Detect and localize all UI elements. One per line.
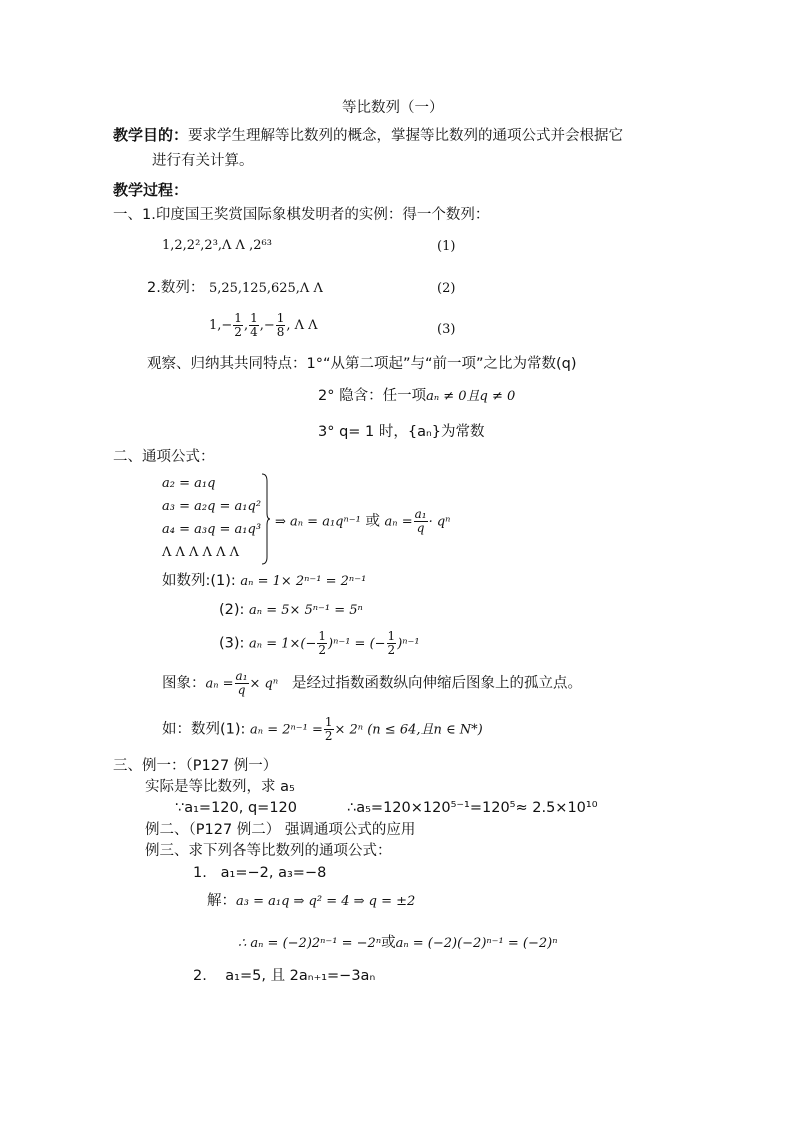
item-2 [193,968,375,985]
example-2 [219,602,363,619]
point-3: 3° q= 1 时，{aₙ}为常数 [318,424,485,440]
sequence-2: 5,25,125,625,Λ Λ [208,281,323,296]
example-3-label: (3): [219,635,245,652]
point-2-math: aₙ ≠ 0且q ≠ 0 [426,389,516,404]
sequence-1-number: (1) [437,239,456,254]
solution-line-2 [238,935,557,952]
solution-label: 解： [207,893,236,909]
solution-or-word: 或 [381,935,396,951]
right-brace-icon [262,473,270,565]
example-2-formula: aₙ = 5× 5ⁿ⁻¹ = 5ⁿ [249,603,363,618]
like-fraction: $\frac{1}{2}$ [324,715,333,744]
goal-text-2: 进行有关计算。 [152,153,254,169]
example-3: (3): aₙ = 1×(− $\frac{1}{2}$ )ⁿ⁻¹ = (− $\frac{1}{2}$ )ⁿ⁻¹ [219,629,420,658]
example-one-line: 实际是等比数列，求 a₅ [145,779,295,795]
example-two: 例二、（P127 例二） 强调通项公式的应用 [145,822,416,838]
example-one-given: ∵a₁=120, q=120 [175,800,297,816]
item-1-number: 1. [193,865,207,881]
example-3-fraction-a: $\frac{1}{2}$ [318,629,326,658]
solution-formula-1: a₃ = a₁q ⇒ q² = 4 ⇒ q = ±2 [236,894,416,909]
item-1 [193,865,326,882]
graph-label: 图象： [162,675,206,692]
alt-formula-rhs: · qⁿ [428,514,451,530]
goal-text-1: 要求学生理解等比数列的概念，掌握等比数列的通项公式并会根据它 [188,128,624,144]
implies-formula: ⇒ aₙ = a₁qⁿ⁻¹ [275,514,361,530]
fraction-one-eighth: $\frac{1}{8}$ [276,311,285,340]
sequence-2-number: (2) [437,281,456,296]
alt-formula-lhs: aₙ = [384,514,413,530]
formula-line-4: Λ Λ Λ Λ Λ Λ [162,545,239,560]
example-one-result: ∴a₅=120×120⁵⁻¹=120⁵≈ 2.5×10¹⁰ [347,800,598,816]
like-label: 如：数列(1): [162,721,246,738]
item-1-given: a₁=−2, a₃=−8 [220,865,327,881]
sequence-3: 1,− $\frac{1}{2}$ , $\frac{1}{4}$ ,− $\frac{1}{8}$ , Λ Λ [209,311,318,340]
example-1-formula: aₙ = 1× 2ⁿ⁻¹ = 2ⁿ⁻¹ [240,574,367,589]
item-2-given: a₁=5, 且 2aₙ₊₁=−3aₙ [225,968,376,984]
sequence-1: 1,2,2²,2³,Λ Λ ,2⁶³ [162,238,272,253]
graph-fraction: $\frac{\text{a₁}}{q}$ [235,669,248,698]
teaching-goal [113,126,623,145]
solution-line-1 [207,893,415,910]
section1-intro: 一、1.印度国王奖赏国际象棋发明者的实例：得一个数列： [113,207,490,223]
graph-description: 图象：aₙ = $\frac{\text{a₁}}{q}$ × qⁿ 是经过指数函数纵向伸缩后图象上的孤立点。 [162,669,582,698]
example-3-fraction-b: $\frac{1}{2}$ [387,629,396,658]
general-term-formula [275,508,450,535]
item-2-number: 2. [193,968,207,984]
section2-heading: 二、通项公式： [113,449,215,465]
page-title: 等比数列（一） [342,100,444,116]
formula-line-1: a₂ = a₁q [162,476,216,491]
sequence-3-number: (3) [437,322,456,337]
example-three: 例三、求下列各等比数列的通项公式： [145,843,392,859]
process-label: 教学过程： [113,181,189,199]
solution-formula-2b: aₙ = (−2)(−2)ⁿ⁻¹ = (−2)ⁿ [395,936,558,951]
alt-formula-fraction: $\frac{\text{a₁}}{q}$ [414,507,427,536]
graph-text: 是经过指数函数纵向伸缩后图象上的孤立点。 [291,675,582,692]
example-2-label: (2): [219,602,245,618]
example-label: 如数列:(1): [162,573,236,589]
point-2-label: 2° 隐含：任一项 [318,388,427,404]
or-word: 或 [365,513,380,530]
sequence-3-tail: Λ Λ [294,318,318,334]
observation: 观察、归纳其共同特点：1°“从第二项起”与“前一项”之比为常数(q) [147,356,577,372]
fraction-one-quarter: $\frac{1}{4}$ [250,311,258,340]
formula-line-2: a₃ = a₂q = a₁q² [162,499,262,514]
like-example: 如：数列(1): aₙ = 2ⁿ⁻¹ = $\frac{1}{2}$ × 2ⁿ (n ≤ 64,且n ∈ N*) [162,715,483,744]
example-one-heading: 三、例一：（P127 例一） [113,758,278,774]
fraction-one-half: $\frac{1}{2}$ [234,311,242,340]
example-1 [162,573,366,590]
sequence-2-row [147,280,323,297]
goal-label: 教学目的： [113,126,189,144]
point-2 [318,388,515,405]
formula-line-3: a₄ = a₃q = a₁q³ [162,522,262,537]
solution-formula-2a: ∴ aₙ = (−2)2ⁿ⁻¹ = −2ⁿ [238,936,382,951]
sequence-2-label: 2.数列： [147,280,205,296]
sequence-3-lead: 1,− [209,318,233,334]
